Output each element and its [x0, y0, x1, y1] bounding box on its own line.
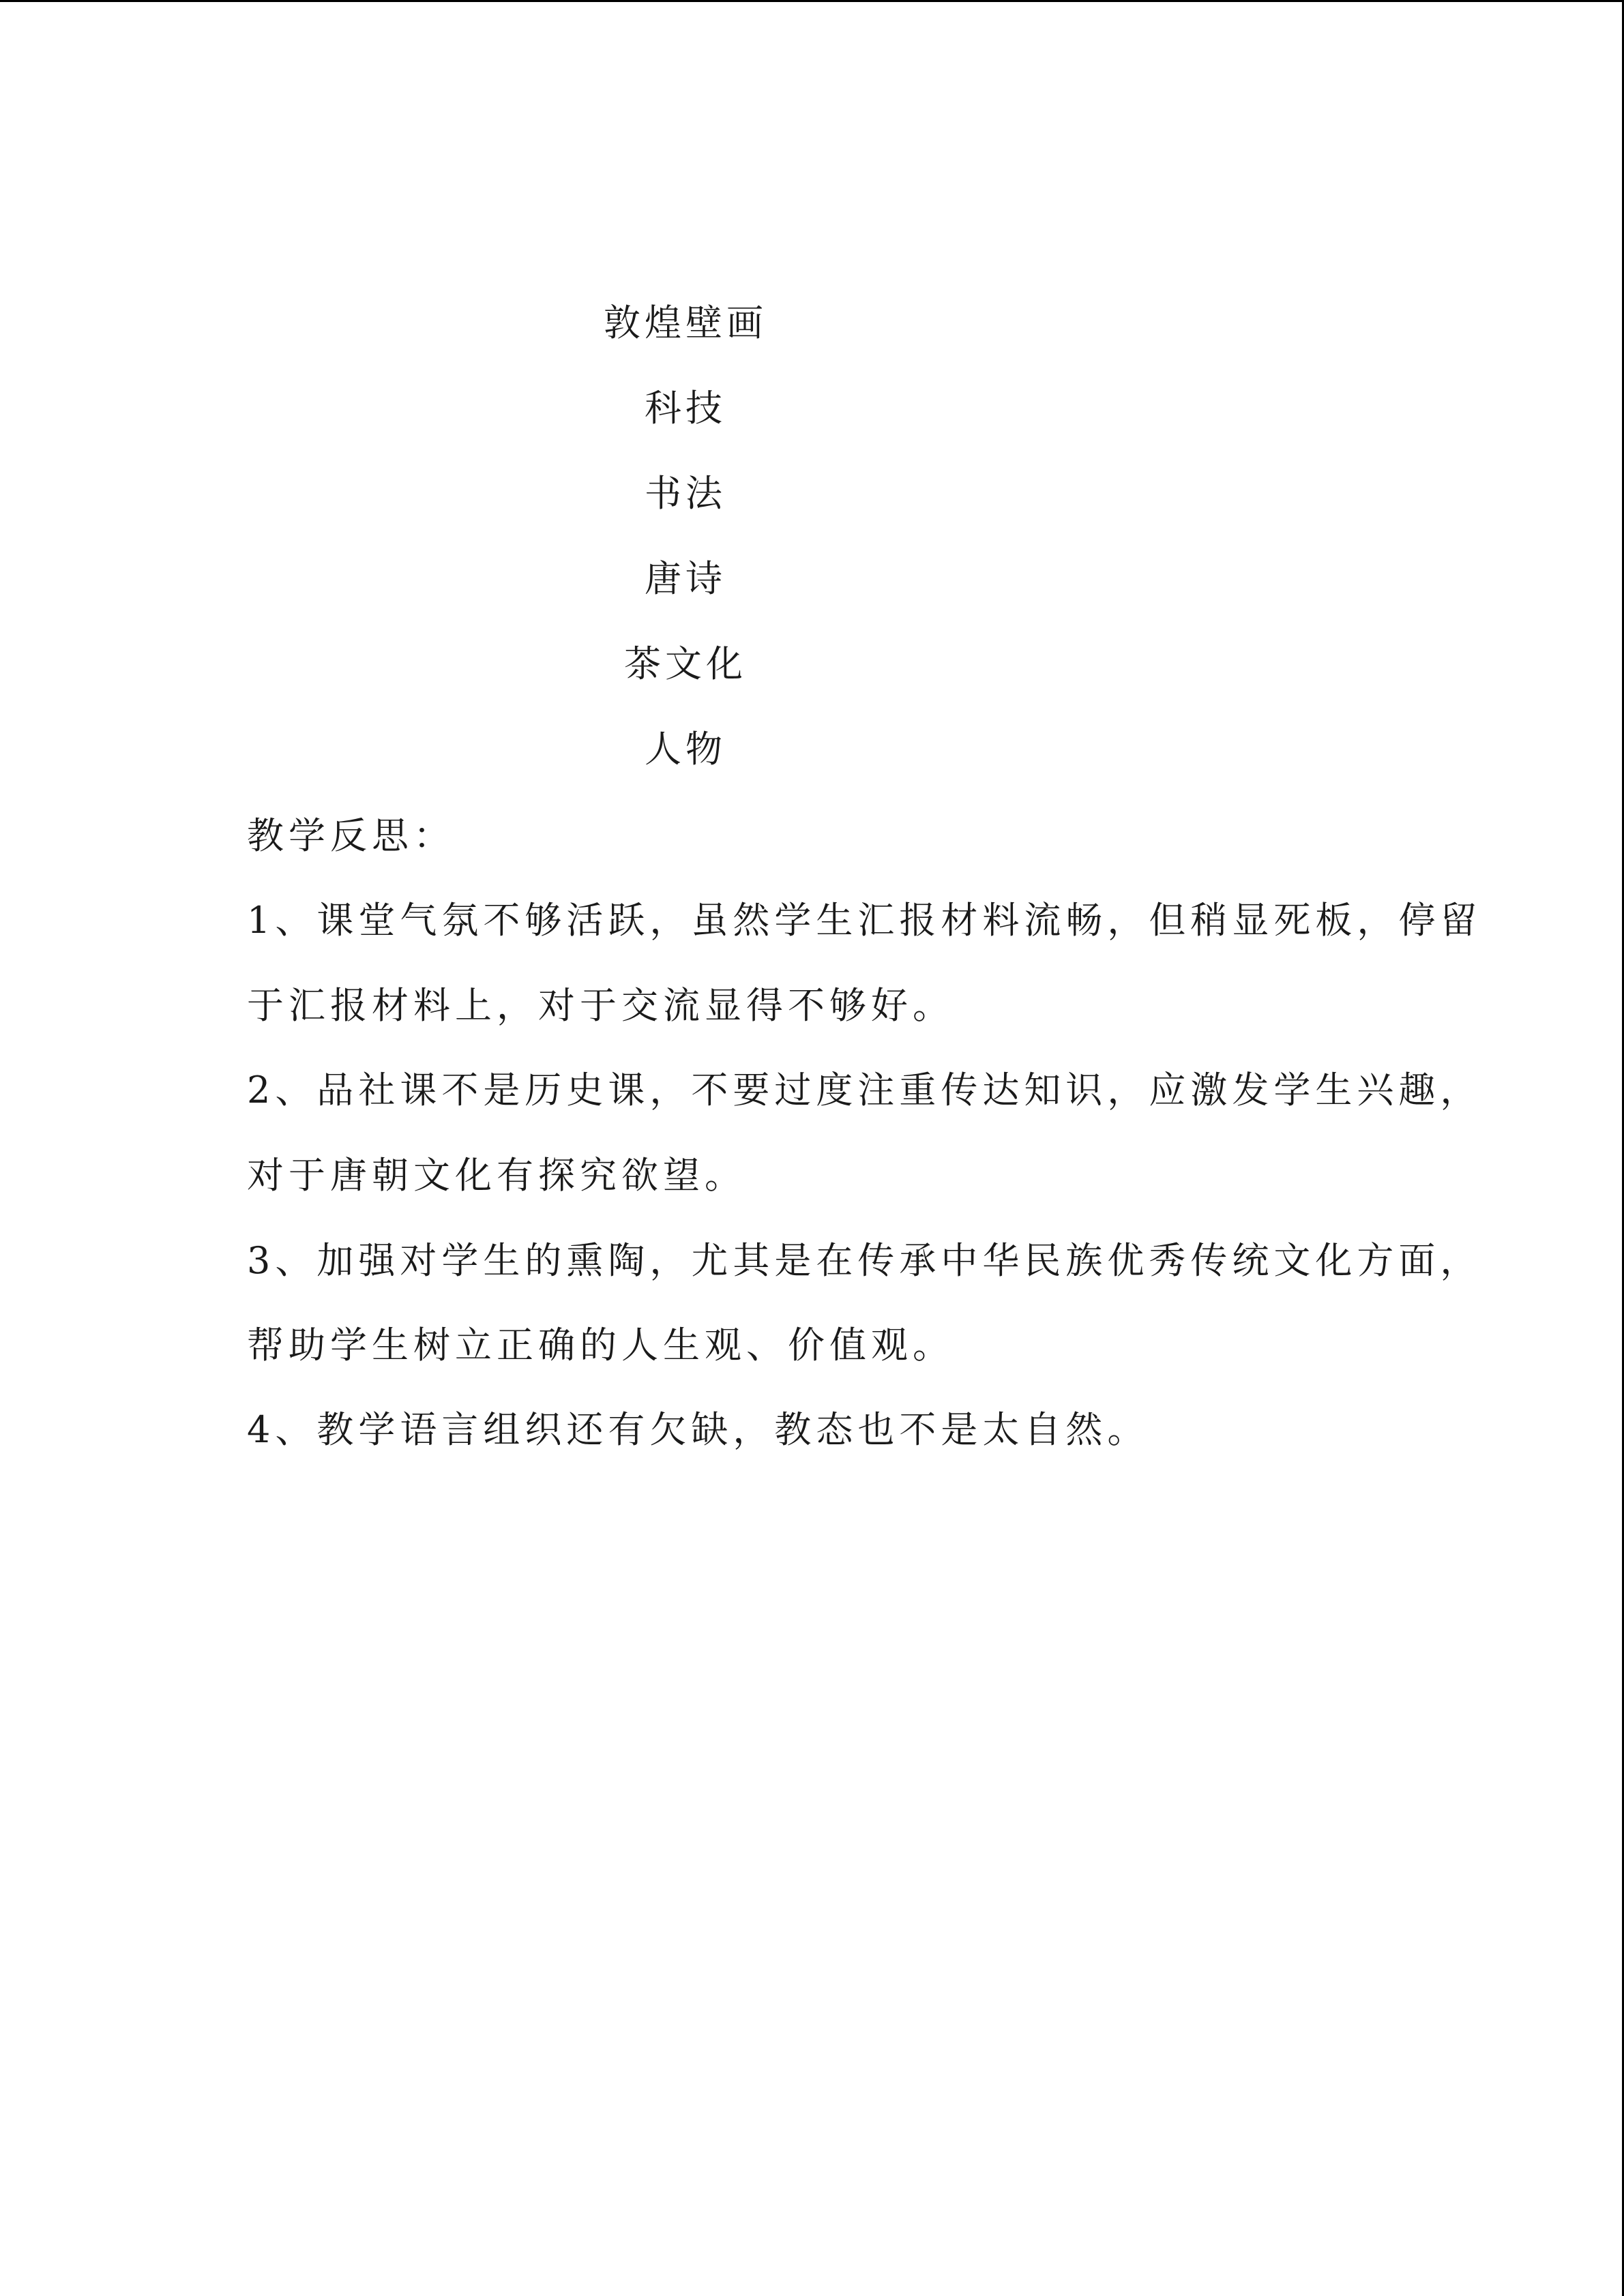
reflection-line-3-cont: 帮助学生树立正确的人生观、价值观。	[247, 1324, 954, 1367]
topic-item-figures: 人物	[645, 728, 726, 771]
reflection-heading: 教学反思：	[247, 814, 455, 857]
topic-item-calligraphy: 书法	[645, 472, 726, 515]
topic-item-tang-poetry: 唐诗	[645, 557, 726, 600]
topic-item-tea-culture: 茶文化	[624, 642, 747, 685]
reflection-line-4: 4、教学语言组织还有欠缺，教态也不是太自然。	[247, 1408, 1149, 1451]
reflection-line-3: 3、加强对学生的熏陶，尤其是在传承中华民族优秀传统文化方面，	[247, 1239, 1482, 1282]
reflection-line-2-cont: 对于唐朝文化有探究欲望。	[247, 1154, 746, 1197]
topic-item-technology: 科技	[645, 387, 726, 430]
reflection-line-1-cont: 于汇报材料上，对于交流显得不够好。	[247, 984, 954, 1027]
reflection-line-2: 2、品社课不是历史课，不要过度注重传达知识，应激发学生兴趣，	[247, 1069, 1482, 1112]
reflection-line-1: 1、课堂气氛不够活跃，虽然学生汇报材料流畅，但稍显死板，停留	[247, 899, 1482, 942]
topic-item-dunhuang-murals: 敦煌壁画	[604, 301, 767, 344]
